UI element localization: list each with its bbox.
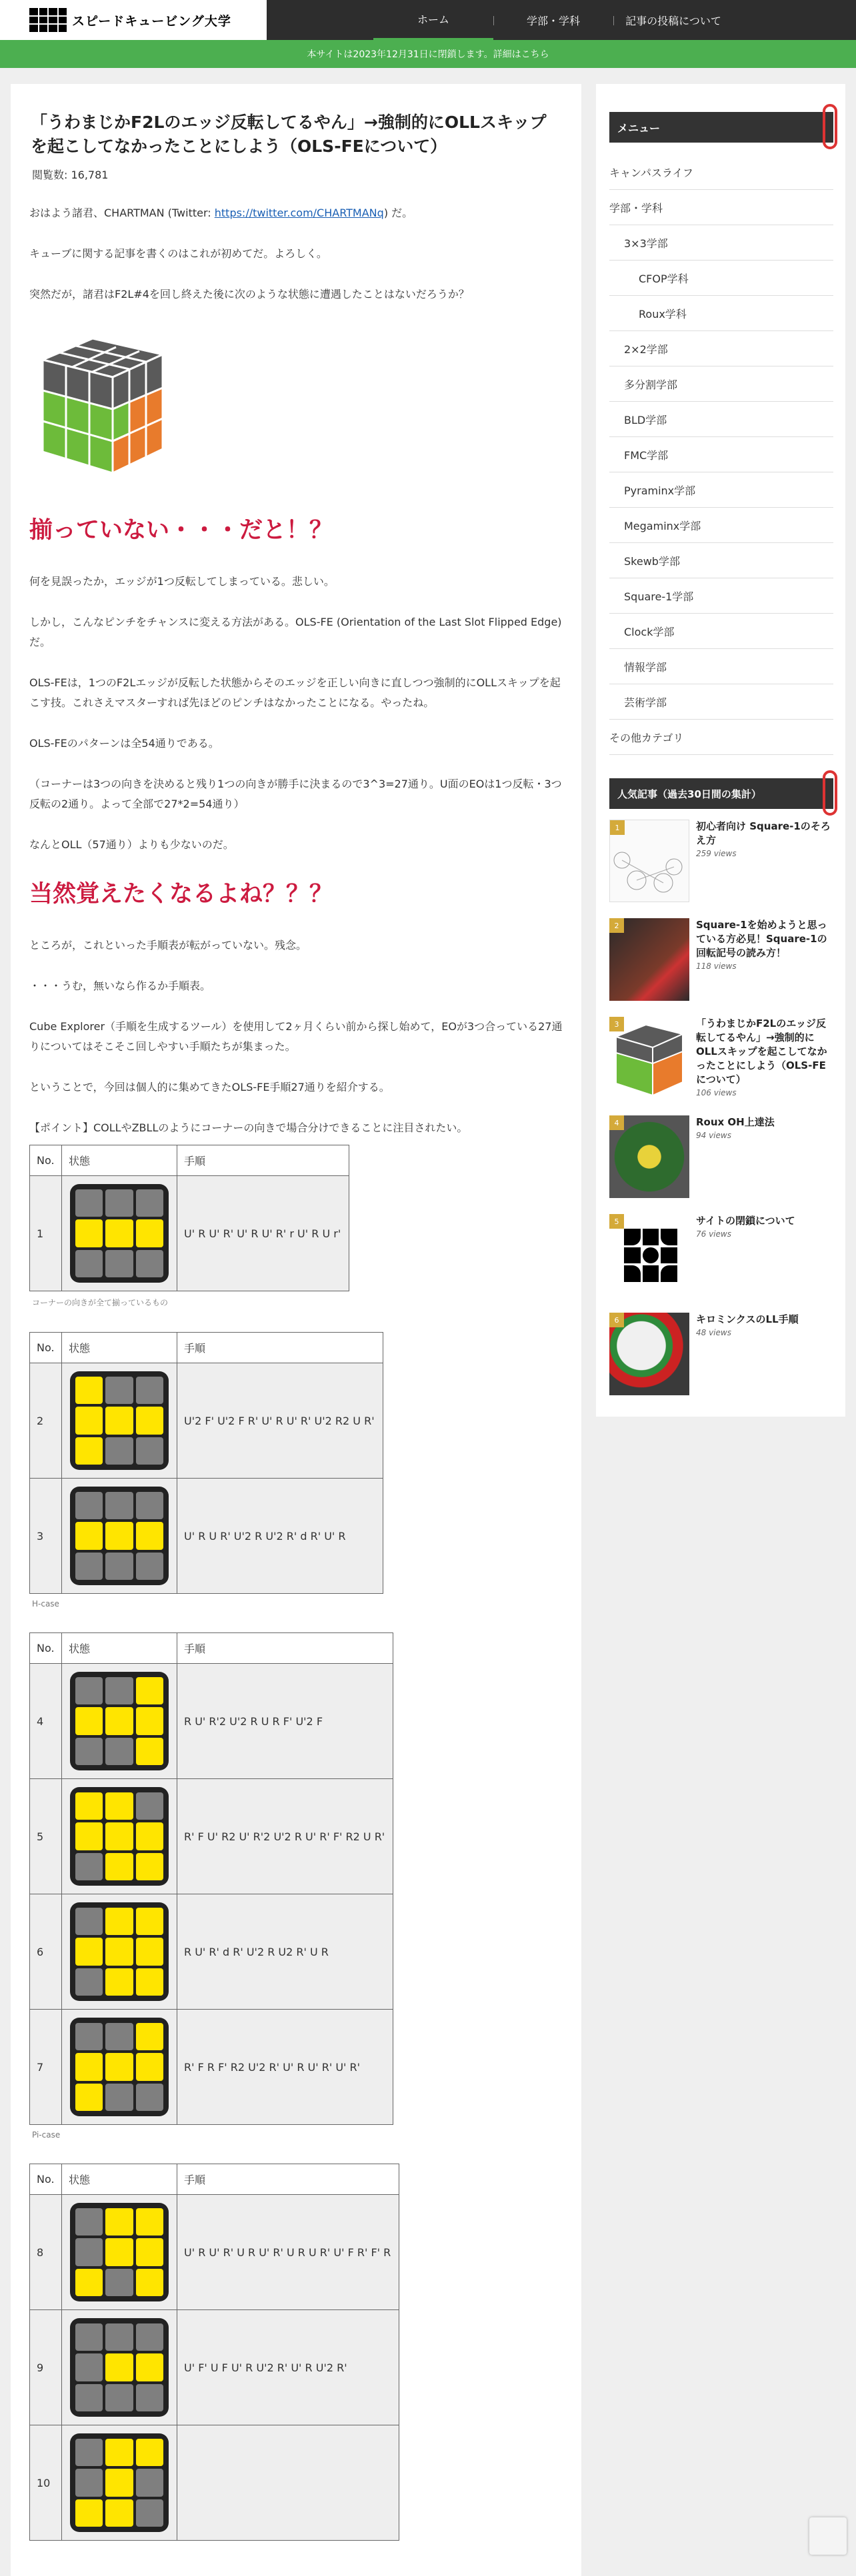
popular-post-item[interactable] — [609, 820, 833, 902]
paperclip-icon — [823, 104, 837, 149]
table-row — [30, 1363, 383, 1479]
table-header: 手順 — [177, 1633, 393, 1664]
table-header: No. — [30, 2164, 62, 2195]
case-algorithm: R U' R' d R' U'2 R U2 R' U R — [177, 1894, 393, 2010]
case-algorithm: U' R U' R' U' R U' R' r U' R U r' — [177, 1176, 349, 1291]
case-number: 1 — [30, 1176, 62, 1291]
menu-heading — [609, 112, 833, 143]
menu-item[interactable]: Roux学科 — [609, 296, 833, 331]
recaptcha-badge[interactable] — [809, 2517, 847, 2555]
case-algorithm: R U' R'2 U'2 R U R F' U'2 F — [177, 1664, 393, 1779]
post-views: 259 views — [696, 849, 737, 858]
cube-state-diagram — [65, 2428, 174, 2537]
case-algorithm: U' R U R' U'2 R U'2 R' d R' U' R — [177, 1479, 383, 1594]
case-state — [62, 1664, 177, 1779]
top-bar — [0, 0, 856, 40]
case-algorithm: U' F' U F U' R U'2 R' U' R U'2 R' — [177, 2310, 399, 2425]
paragraph: 何を見誤ったか，エッジが1つ反転してしまっている。悲しい。 — [29, 575, 335, 588]
table-row — [30, 2010, 393, 2125]
case-state — [62, 2425, 177, 2541]
table-header: 状態 — [62, 2164, 177, 2195]
paragraph: キューブに関する記事を書くのはこれが初めてだ。よろしく。 — [29, 247, 327, 260]
case-number: 3 — [30, 1479, 62, 1594]
menu-item[interactable]: その他カテゴリ — [609, 720, 833, 755]
algorithm-table — [29, 2164, 399, 2541]
table-row — [30, 1894, 393, 2010]
rank-badge: 2 — [609, 918, 624, 933]
post-thumbnail[interactable] — [609, 1115, 689, 1198]
popular-post-item[interactable] — [609, 918, 833, 1001]
case-state — [62, 1176, 177, 1291]
case-algorithm: R' F U' R2 U' R'2 U'2 R U' R' F' R2 U R' — [177, 1779, 393, 1894]
case-number: 9 — [30, 2310, 62, 2425]
main-content — [11, 84, 581, 2576]
post-title[interactable]: サイトの閉鎖について — [696, 1215, 795, 1227]
menu-item[interactable]: FMC学部 — [609, 437, 833, 472]
menu-item[interactable]: Megaminx学部 — [609, 508, 833, 543]
nav-separator — [493, 16, 494, 25]
post-thumbnail[interactable] — [609, 1214, 689, 1297]
popular-post-item[interactable] — [609, 1017, 833, 1099]
case-number: 7 — [30, 2010, 62, 2125]
nav-separator — [613, 16, 614, 25]
post-views: 94 views — [696, 1131, 731, 1140]
view-count: 閲覧数: 16,781 — [32, 169, 109, 181]
cube-state-diagram — [65, 1179, 174, 1288]
menu-item[interactable]: Pyraminx学部 — [609, 472, 833, 508]
cube-state-diagram — [65, 1366, 174, 1475]
menu-item[interactable]: CFOP学科 — [609, 261, 833, 296]
popular-heading-label: 人気記事（過去30日間の集計） — [617, 788, 761, 800]
site-logo[interactable] — [0, 0, 267, 40]
twitter-link[interactable]: https://twitter.com/CHARTMANq — [214, 207, 384, 219]
paragraph: ところが，これといった手順表が転がっていない。残念。 — [29, 939, 307, 952]
paragraph: OLS-FEは，1つのF2Lエッジが反転した状態からそのエッジを正しい向きに直しつつ強制的にOLLスキップを起こす技。これさえマスターすれば先ほどのピンチはなかったことになる。やったね。 — [29, 676, 561, 709]
table-row — [30, 2195, 399, 2310]
post-text — [689, 1115, 775, 1198]
case-state — [62, 2310, 177, 2425]
case-algorithm: U' R U' R' U R U' R' U R U R' U' F R' F' R — [177, 2195, 399, 2310]
cube-state-diagram — [65, 1666, 174, 1776]
rank-badge: 1 — [610, 820, 625, 835]
post-thumbnail[interactable] — [609, 1313, 689, 1395]
case-state — [62, 1479, 177, 1594]
section-heading: 当然覚えたくなるよね？？？ — [29, 881, 333, 908]
paragraph: OLS-FEのパターンは全54通りである。 — [29, 737, 219, 750]
nav-departments-label: 学部・学科 — [526, 14, 580, 27]
table-header: 手順 — [177, 1145, 349, 1176]
table-row — [30, 1176, 349, 1291]
menu-item[interactable]: Square-1学部 — [609, 578, 833, 614]
paragraph: 突然だが，諸君はF2L#4を回し終えた後に次のような状態に遭遇したことはないだろうか？ — [29, 288, 469, 301]
post-title[interactable]: キロミンクスのLL手順 — [696, 1313, 799, 1325]
case-algorithm — [177, 2425, 399, 2541]
table-row — [30, 1479, 383, 1594]
popular-post-item[interactable] — [609, 1115, 833, 1198]
menu-item[interactable]: BLD学部 — [609, 402, 833, 437]
site-name: スピードキュービング大学 — [72, 13, 231, 29]
case-number: 8 — [30, 2195, 62, 2310]
case-state — [62, 1894, 177, 2010]
menu-item[interactable]: 情報学部 — [609, 649, 833, 684]
paperclip-icon — [823, 770, 837, 816]
case-state — [62, 2010, 177, 2125]
cube-state-diagram — [65, 1782, 174, 1891]
paragraph: ということで，今回は個人的に集めてきたOLS-FE手順27通りを紹介する。 — [29, 1081, 390, 1093]
paragraph: ・・・うむ，無いなら作るか手順表。 — [29, 979, 211, 992]
nav-home[interactable]: ホーム — [373, 0, 493, 40]
menu-item[interactable]: 2×2学部 — [609, 331, 833, 366]
post-text — [689, 1017, 833, 1099]
rank-badge: 5 — [609, 1214, 624, 1229]
algorithm-table — [29, 1332, 383, 1594]
table-caption: コーナーの向きが全て揃っているもの — [32, 1298, 169, 1307]
table-header: No. — [30, 1333, 62, 1363]
case-state — [62, 2195, 177, 2310]
post-views: 48 views — [696, 1328, 731, 1337]
paragraph: Cube Explorer（手順を生成するツール）を使用して2ヶ月くらい前から探し始めて，EOが3つ合っている27通りについてはそこそこ回しやすい手順たちが集まった。 — [29, 1020, 563, 1053]
post-text — [689, 918, 833, 1001]
case-state — [62, 1363, 177, 1479]
post-title[interactable]: Square-1を始めようと思っている方必見！Square-1の回転記号の読み方！ — [696, 919, 827, 959]
popular-posts — [609, 820, 833, 1411]
menu-item[interactable]: 多分割学部 — [609, 366, 833, 402]
table-header: 状態 — [62, 1145, 177, 1176]
table-header: 状態 — [62, 1333, 177, 1363]
flipped-edge-cube-image — [29, 325, 183, 488]
post-title[interactable]: 「うわまじかF2Lのエッジ反転してるやん」→強制的にOLLスキップを起こしてなかったことにしよう（OLS-FEについて） — [696, 1017, 827, 1085]
sidebar — [596, 84, 845, 1417]
menu-item[interactable]: Clock学部 — [609, 614, 833, 649]
nav-departments[interactable] — [493, 0, 613, 40]
post-text — [689, 820, 833, 902]
case-number: 10 — [30, 2425, 62, 2541]
case-number: 4 — [30, 1664, 62, 1779]
table-header: No. — [30, 1633, 62, 1664]
post-thumbnail[interactable] — [609, 1017, 689, 1099]
article-title: 「うわまじかF2Lのエッジ反転してるやん」→強制的にOLLスキップを起こしてなかったことにしよう（OLS-FEについて） — [31, 113, 547, 156]
menu-item[interactable]: 芸術学部 — [609, 684, 833, 720]
case-algorithm: U'2 F' U'2 F R' U' R U' R' U'2 R2 U R' — [177, 1363, 383, 1479]
table-row — [30, 2425, 399, 2541]
table-header: No. — [30, 1145, 62, 1176]
case-state — [62, 1779, 177, 1894]
case-number: 5 — [30, 1779, 62, 1894]
rank-badge: 4 — [609, 1115, 624, 1130]
intro-text: おはよう諸君、CHARTMAN (Twitter: — [29, 207, 215, 219]
menu-heading-label: メニュー — [617, 121, 661, 135]
paragraph: 【ポイント】COLLやZBLLのようにコーナーの向きで場合分けできることに注目されたい。 — [29, 1121, 468, 1134]
cube-state-diagram — [65, 2012, 174, 2122]
rank-badge: 3 — [609, 1017, 624, 1031]
table-header: 手順 — [177, 2164, 399, 2195]
nav-posting-guide-label: 記事の投稿について — [625, 14, 721, 27]
algorithm-table — [29, 1145, 349, 1291]
nav-posting-guide[interactable] — [613, 0, 733, 40]
rank-badge: 6 — [609, 1313, 624, 1327]
table-header: 手順 — [177, 1333, 383, 1363]
post-text — [689, 1214, 795, 1297]
article — [29, 111, 563, 2565]
cube-state-diagram — [65, 1481, 174, 1591]
post-text — [689, 1313, 799, 1395]
post-thumbnail[interactable] — [609, 918, 689, 1001]
cube-state-diagram — [65, 1897, 174, 2006]
algorithm-tables — [29, 1145, 563, 2541]
popular-heading — [609, 778, 833, 809]
algorithm-table — [29, 1632, 393, 2125]
menu-item[interactable]: 3×3学部 — [609, 225, 833, 261]
post-views: 118 views — [696, 962, 737, 971]
menu-item[interactable]: キャンパスライフ — [609, 155, 833, 190]
table-row — [30, 1779, 393, 1894]
post-title[interactable]: Roux OH上達法 — [696, 1116, 775, 1128]
table-caption: H-case — [32, 1599, 59, 1609]
menu-item[interactable]: Skewb学部 — [609, 543, 833, 578]
table-row — [30, 1664, 393, 1779]
table-header: 状態 — [62, 1633, 177, 1664]
post-thumbnail[interactable] — [609, 820, 689, 902]
menu-item[interactable]: 学部・学科 — [609, 190, 833, 225]
logo-icon — [29, 8, 67, 32]
table-row — [30, 2310, 399, 2425]
paragraph: （コーナーは3つの向きを決めると残り1つの向きが勝手に決まるので3^3=27通り。U面のEOは1つ反転・3つ反転の2通り。よって全部で27*2=54通り） — [29, 778, 562, 810]
post-title[interactable]: 初心者向け Square-1のそろえ方 — [696, 820, 831, 846]
post-views: 106 views — [696, 1088, 737, 1097]
cube-state-diagram — [65, 2198, 174, 2307]
intro-paragraph — [29, 203, 563, 223]
intro-text-end: ) だ。 — [383, 207, 413, 219]
case-algorithm: R' F R F' R2 U'2 R' U' R U' R' U' R' — [177, 2010, 393, 2125]
post-views: 76 views — [696, 1229, 731, 1239]
case-number: 6 — [30, 1894, 62, 2010]
table-caption: Pi-case — [32, 2130, 61, 2140]
popular-post-item[interactable] — [609, 1313, 833, 1395]
popular-post-item[interactable] — [609, 1214, 833, 1297]
cube-state-diagram — [65, 2313, 174, 2422]
section-heading: 揃っていない・・・だと！？ — [29, 517, 333, 544]
main-nav — [373, 0, 733, 40]
case-number: 2 — [30, 1363, 62, 1479]
paragraph: なんとOLL（57通り）よりも少ないのだ。 — [29, 838, 234, 851]
closing-notice-banner[interactable]: 本サイトは2023年12月31日に閉鎖します。詳細はこちら — [0, 40, 856, 68]
paragraph: しかし，こんなピンチをチャンスに変える方法がある。OLS-FE (Orientation of the Last Slot Flipped Edge)だ。 — [29, 616, 562, 648]
category-menu — [609, 155, 833, 755]
